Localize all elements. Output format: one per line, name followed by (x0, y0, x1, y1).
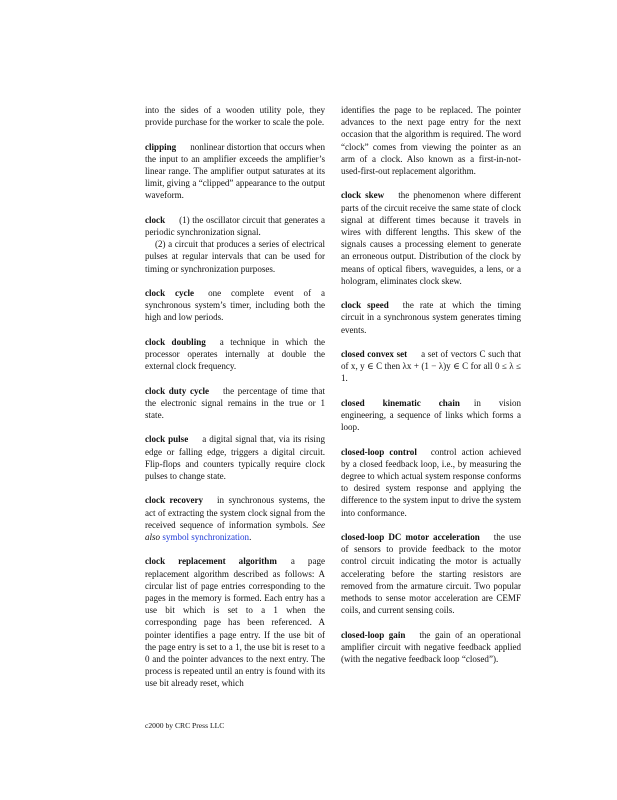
term: clock speed (341, 300, 389, 311)
continued-text: identifies the page to be replaced. The pointer advances to the next page entry for the next occasion that the algorithm is required. The word “clock” comes from viewing the pointer as an arm of a clock. Also known as a first-in-not-used-first-out replacement algorithm. (341, 105, 521, 177)
entry-clipping (145, 141, 325, 202)
term: clock (145, 214, 166, 225)
right-column (341, 104, 521, 677)
term: clock cycle (145, 288, 195, 298)
definition: a technique in which the processor operates internally at double the external clock frequency. (145, 336, 325, 372)
left-column (145, 104, 325, 702)
entry-clock-doubling (145, 336, 325, 373)
definition: the percentage of time that the electronic signal remains in the true or 1 state. (145, 385, 325, 420)
definition: in vision engineering, a sequence of links which forms a loop. (341, 397, 522, 433)
see-also-label: See also (145, 519, 325, 542)
term: clock doubling (145, 336, 206, 347)
definition: the phenomenon where different parts of the circuit receive the same state of clock signal at different times because it travels in wires with different lengths. This skew of the signals causes a processing element to generate an erroneous output. Distribution of the clock by means of optical fibers, waveguides, a lens, or a hologram, eliminates clock skew. (341, 190, 521, 286)
entry-clock-pulse (145, 433, 325, 482)
term: clock recovery (145, 495, 203, 506)
term: closed-loop gain (341, 629, 406, 640)
term: clock replacement algorithm (145, 556, 277, 567)
entry-clock (145, 214, 325, 275)
entry-closed-loop-gain (341, 629, 521, 666)
term: clock pulse (145, 434, 189, 445)
definition: a page replacement algorithm described as follows: A circular list of page entries corresponding to the pages in the memory is formed. Each entry has a use bit which is set to a 1 when the corresponding page has been referenced. A pointer identifies a page entry. If the use bit of the page entry is set to a 1, the use bit is reset to a 0 and the pointer advances to the next entry. The process is repeated until an entry is found with its use bit already reset, which (145, 556, 325, 689)
definition: the gain of an operational amplifier circuit with negative feedback applied (with the negative feedback loop “closed”). (341, 629, 521, 665)
definition: a digital signal that, via its rising edge or falling edge, triggers a digital circuit. Flip-flops and counters typically require clock pulses to change state. (145, 434, 325, 481)
copyright-footer: c2000 by CRC Press LLC (145, 721, 225, 730)
entry-clock-cycle (145, 287, 325, 324)
definition: the use of sensors to provide feedback to the motor control circuit indicating the motor is actually accelerating before the starting resistors are removed from the armature circuit. Two popular methods to sense motor acceleration are CEMF coils, and current sensing coils. (341, 532, 521, 616)
term: closed-loop control (341, 446, 417, 457)
entry-clock-speed (341, 299, 521, 336)
entry-clock-skew (341, 189, 521, 287)
definition: nonlinear distortion that occurs when the input to an amplifier exceeds the amplifier’s linear range. The amplifier output saturates at its limit, giving a “clipped” appearance to the output waveform. (145, 141, 325, 201)
period: . (249, 532, 252, 542)
definition: (1) the oscillator circuit that generates a periodic synchronization signal. (145, 214, 325, 237)
entry-closed-loop-control (341, 446, 521, 519)
entry-closed-loop-dc-motor-acceleration (341, 531, 521, 616)
definition: a set of vectors C such that of x, y ∈ C then λx + (1 − λ)y ∈ C for all 0 ≤ λ ≤ 1. (341, 349, 521, 384)
definition: one complete event of a synchronous system’s timer, including both the high and low periods. (145, 288, 325, 323)
definition-continued: (2) a circuit that produces a series of electrical pulses at regular intervals that can be used for timing or synchronization purposes. (145, 239, 325, 274)
cross-reference-link[interactable]: symbol synchronization (162, 532, 250, 542)
definition: the rate at which the timing circuit in a synchronous system generates timing events. (341, 300, 521, 335)
continued-text: into the sides of a wooden utility pole, they provide purchase for the worker to scale the pole. (145, 105, 325, 128)
entry-closed-convex-set (341, 348, 521, 385)
definition: in synchronous systems, the act of extracting the system clock signal from the received sequence of information symbols. (145, 495, 325, 530)
term: clock skew (341, 190, 385, 201)
entry-clock-recovery (145, 494, 325, 543)
term: closed kinematic chain (341, 397, 460, 408)
term: closed-loop DC motor acceleration (341, 532, 480, 543)
term: clock duty cycle (145, 385, 210, 396)
entry-clock-duty-cycle (145, 385, 325, 422)
entry-clock-replacement-algorithm (145, 555, 325, 689)
definition: control action achieved by a closed feedback loop, i.e., by measuring the degree to which actual system response conforms to desired system response and applying the difference to the system input to drive the system into conformance. (341, 446, 521, 518)
term: closed convex set (341, 349, 408, 360)
entry-closed-kinematic-chain (341, 397, 521, 434)
term: clipping (145, 141, 177, 152)
